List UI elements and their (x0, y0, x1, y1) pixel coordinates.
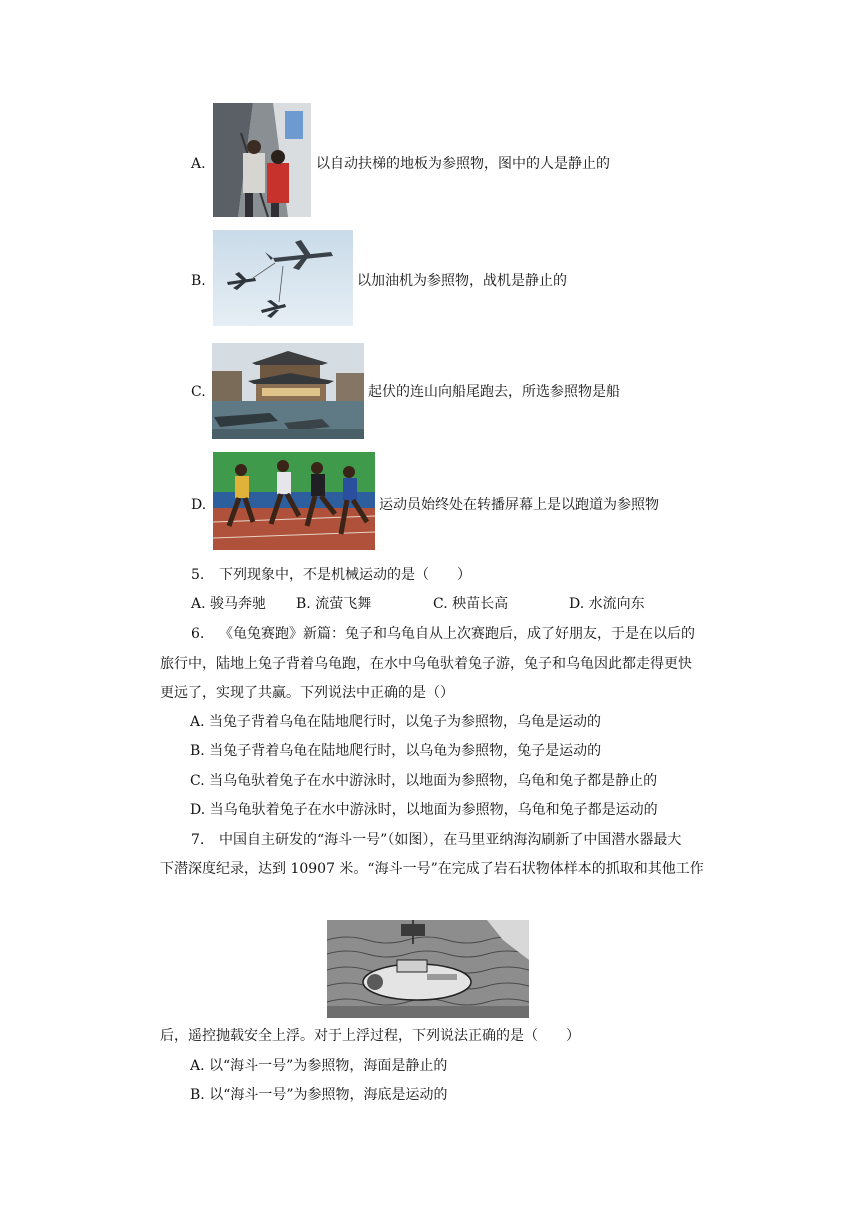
q6-number: 6. (191, 626, 205, 642)
q6-option-a: A. 当兔子背着乌龟在陆地爬行时，以兔子为参照物，乌龟是运动的 (190, 714, 602, 730)
q5-number: 5. (191, 567, 205, 583)
q6-stem-line-2: 旅行中，陆地上兔子背着乌龟跑，在水中乌龟驮着兔子游，兔子和乌龟因此都走得更快 (160, 656, 692, 672)
q5-option-b: B. 流萤飞舞 (296, 596, 372, 612)
option-a-text: 以自动扶梯的地板为参照物，图中的人是静止的 (316, 156, 610, 172)
aerial-refueling-photo (213, 230, 353, 326)
option-c-text: 起伏的连山向船尾跑去，所选参照物是船 (368, 384, 620, 400)
q7-stem-line-2: 下潜深度纪录，达到 10907 米。“海斗一号”在完成了岩石状物体样本的抓取和其他工作 (160, 861, 704, 877)
option-a-letter: A. (191, 156, 206, 172)
sprinters-photo (213, 452, 375, 550)
q6-stem-line-1: 《龟兔赛跑》新篇：兔子和乌龟自从上次赛跑后，成了好朋友，于是在以后的 (219, 626, 695, 642)
q7-number: 7. (191, 832, 205, 848)
q7-option-b: B. 以“海斗一号”为参照物，海底是运动的 (190, 1087, 448, 1103)
q5-stem: 下列现象中，不是机械运动的是（ ） (219, 567, 471, 583)
q7-stem-line-3: 后，遥控抛载安全上浮。对于上浮过程，下列说法正确的是（ ） (160, 1028, 580, 1044)
q6-option-c: C. 当乌龟驮着兔子在水中游泳时，以地面为参照物，乌龟和兔子都是静止的 (190, 773, 658, 789)
option-d-letter: D. (191, 497, 207, 513)
q6-stem-line-3: 更远了，实现了共赢。下列说法中正确的是（） (160, 685, 454, 701)
option-b-letter: B. (191, 273, 206, 289)
q5-option-c: C. 秧苗长高 (433, 596, 509, 612)
option-b-text: 以加油机为参照物，战机是静止的 (357, 273, 567, 289)
q7-stem-line-1: 中国自主研发的“海斗一号”（如图），在马里亚纳海沟刷新了中国潜水器最大 (219, 832, 682, 848)
q5-option-d: D. 水流向东 (569, 596, 645, 612)
q6-option-d: D. 当乌龟驮着兔子在水中游泳时，以地面为参照物，乌龟和兔子都是运动的 (190, 802, 658, 818)
submersible-photo (327, 920, 529, 1018)
option-d-text: 运动员始终处在转播屏幕上是以跑道为参照物 (379, 497, 659, 513)
q6-option-b: B. 当兔子背着乌龟在陆地爬行时，以乌龟为参照物，兔子是运动的 (190, 743, 602, 759)
q5-option-a: A. 骏马奔驰 (191, 596, 267, 612)
option-c-letter: C. (191, 384, 206, 400)
q7-option-a: A. 以“海斗一号”为参照物，海面是静止的 (190, 1058, 448, 1074)
escalator-photo (213, 103, 311, 217)
boat-pavilion-photo (212, 343, 364, 439)
